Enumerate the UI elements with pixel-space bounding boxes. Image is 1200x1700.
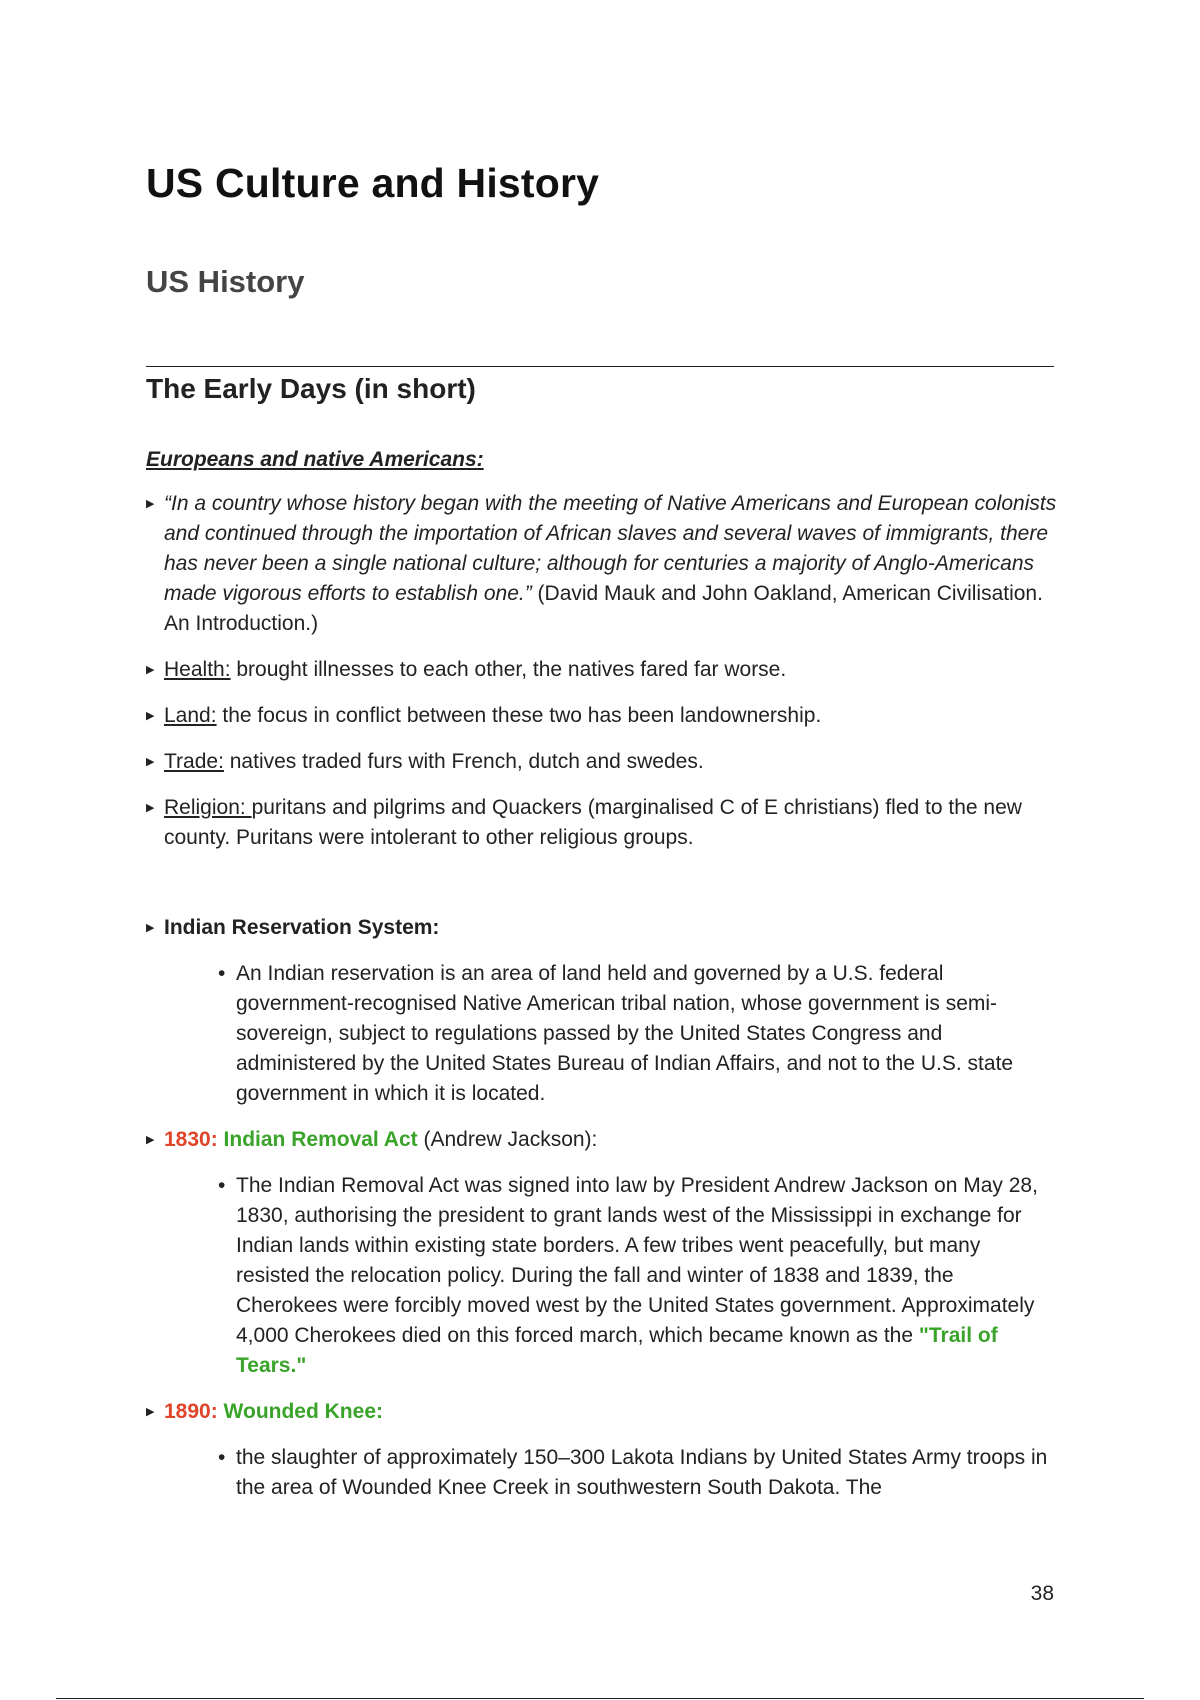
topic-text: brought illnesses to each other, the natives fared far worse. — [230, 658, 787, 681]
spacer — [146, 869, 1058, 913]
list-item-religion — [146, 793, 1058, 853]
topic-term: Religion: — [164, 796, 252, 819]
page-number: 38 — [1030, 1582, 1054, 1605]
wounded-knee-detail: the slaughter of approximately 150–300 Lakota Indians by United States Army troops in the area of Wounded Knee Creek in southwestern South Dakota. The — [236, 1446, 1048, 1499]
removal-act-name: Indian Removal Act — [217, 1128, 418, 1151]
document-body — [146, 445, 1058, 1519]
sub-bullet-icon: • — [218, 1446, 226, 1469]
wounded-knee-name: Wounded Knee: — [217, 1400, 383, 1423]
list-item-land — [146, 701, 1058, 731]
bullet-marker-icon: ▶ — [146, 1406, 155, 1418]
removal-act-detail: The Indian Removal Act was signed into law by President Andrew Jackson on May 28, 1830, authorising the president to grant lands west of the Mississippi in exchange for Indian lands within existing state borders. A few tribes went peacefully, but many resisted the relocation policy. During the fall and winter of 1838 and 1839, the Cherokees were forcibly moved west by the United States government. Approximately 4,000 Cherokees died on this forced march, which became known as the — [236, 1174, 1038, 1347]
quote-bullet — [146, 489, 1058, 639]
removal-act-year: 1830: — [164, 1128, 218, 1151]
list-item-reservation — [146, 913, 1058, 943]
sub-list-item-removal-act — [218, 1171, 1058, 1381]
bullet-marker-icon: ▶ — [146, 710, 155, 722]
list-item-health — [146, 655, 1058, 685]
topic-term: Health: — [164, 658, 231, 681]
bullet-marker-icon: ▶ — [146, 756, 155, 768]
bullet-marker-icon: ▶ — [146, 664, 155, 676]
removal-act-note: (Andrew Jackson): — [417, 1128, 598, 1151]
subsection-label: Europeans and native Americans: — [146, 448, 484, 471]
bullet-marker-icon: ▶ — [146, 1134, 155, 1146]
trail-of-tears-highlight: "Trail of Tears." — [236, 1324, 998, 1377]
reservation-detail: An Indian reservation is an area of land held and governed by a U.S. federal government-recognised Native American tribal nation, whose government is semi-sovereign, subject to regulations passed by the United States Congress and administered by the United States Bureau of Indian Affairs, and not to the U.S. state government in which it is located. — [236, 962, 1014, 1105]
page-subtitle: US History — [146, 264, 305, 299]
sub-bullet-icon: • — [218, 962, 226, 985]
topic-term: Trade: — [164, 750, 224, 773]
bullet-marker-icon: ▶ — [146, 922, 155, 934]
quote-citation: (David Mauk and John Oakland, American Civilisation. An Introduction.) — [164, 582, 1043, 635]
quote-text: “In a country whose history began with the meeting of Native Americans and European colonists and continued through the importation of African slaves and several waves of immigrants, there has never been a single national culture; although for centuries a majority of Anglo-Americans made vigorous efforts to establish one.” — [164, 492, 1057, 605]
page-title: US Culture and History — [146, 160, 600, 206]
bullet-marker-icon: ▶ — [146, 802, 155, 814]
wounded-knee-year: 1890: — [164, 1400, 218, 1423]
section-divider — [146, 366, 1054, 367]
sub-list-item-wounded-knee — [218, 1443, 1058, 1503]
sub-list-item-reservation — [218, 959, 1058, 1109]
bullet-marker-icon: ▶ — [146, 498, 155, 510]
topic-text: the focus in conflict between these two has been landownership. — [216, 704, 822, 727]
topic-term: Land: — [164, 704, 217, 727]
list-item-trade — [146, 747, 1058, 777]
section-heading: The Early Days (in short) — [146, 373, 476, 404]
footer-divider — [56, 1698, 1144, 1699]
sub-bullet-icon: • — [218, 1174, 226, 1197]
reservation-heading: Indian Reservation System: — [164, 916, 440, 939]
topic-text: natives traded furs with French, dutch and swedes. — [223, 750, 704, 773]
list-item-removal-act — [146, 1125, 1058, 1155]
topic-text: puritans and pilgrims and Quackers (marginalised C of E christians) fled to the new county. Puritans were intolerant to other religious groups. — [164, 796, 1022, 849]
list-item-wounded-knee — [146, 1397, 1058, 1427]
